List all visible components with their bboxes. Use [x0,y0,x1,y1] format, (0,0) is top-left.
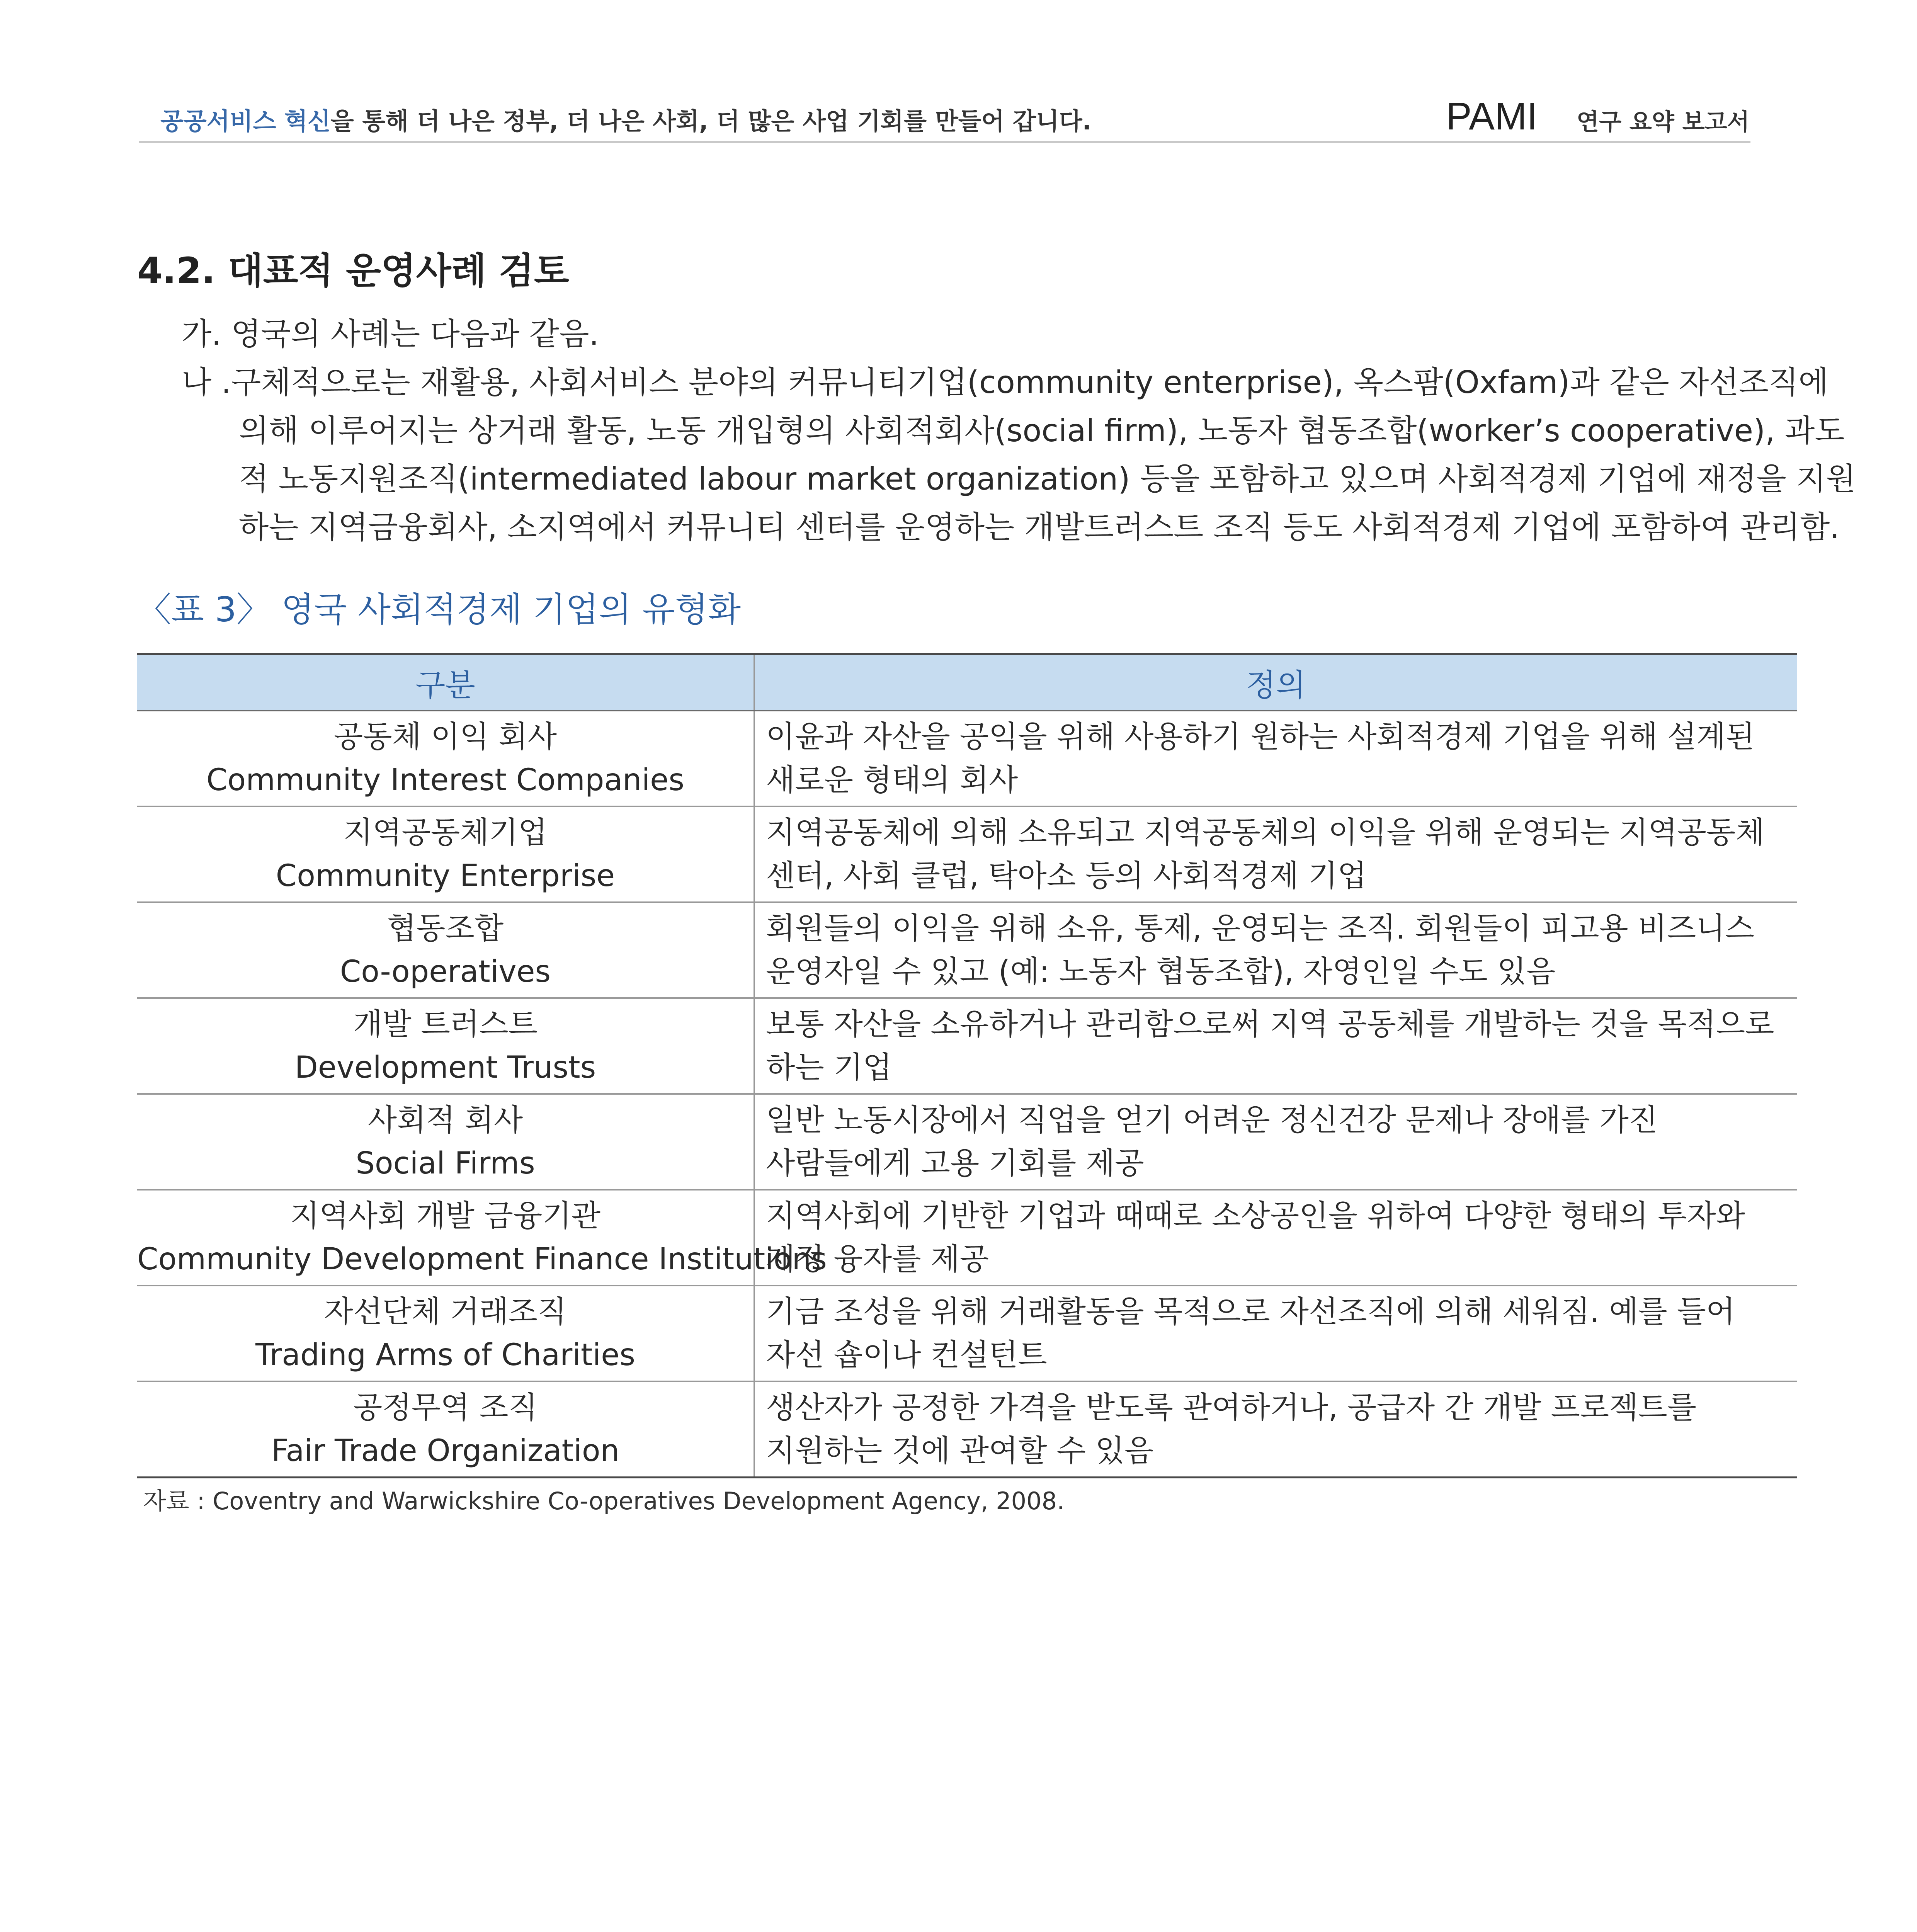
definition-line: 생산자가 공정한 가격을 받도록 관여하거나, 공급자 간 개발 프로젝트를 [766,1390,1697,1425]
category-name-ko: 지역사회 개발 금융기관 [290,1199,601,1233]
category-cell [137,806,754,902]
table-source-note: 자료 : Coventry and Warwickshire Co-operatives Development Agency, 2008. [143,1487,1065,1515]
definition-cell [754,998,1797,1094]
definition-cell [754,711,1797,806]
header-tagline [160,102,1091,136]
definition-line: 이윤과 자산을 공익을 위해 사용하기 원하는 사회적경제 기업을 위해 설계된 [766,719,1755,754]
category-name-ko: 공정무역 조직 [353,1390,538,1425]
table-caption: 〈표 3〉 영국 사회적경제 기업의 유형화 [137,590,741,629]
definition-cell [754,902,1797,998]
definition-line: 새로운 형태의 회사 [766,763,1018,798]
table-header-row [137,654,1797,711]
category-cell [137,998,754,1094]
section-title: 4.2. 대표적 운영사례 검토 [137,250,569,292]
definition-line: 지원하는 것에 관여할 수 있음 [766,1434,1154,1468]
definition-line: 자선 숍이나 컨설턴트 [766,1338,1047,1372]
definition-cell [754,1094,1797,1190]
paragraph-line: 의해 이루어지는 상거래 활동, 노동 개입형의 사회적회사(social firm), 노동자 협동조합(worker’s cooperative), 과도 [239,413,1845,449]
table-row [137,1094,1797,1190]
definition-line: 운영자일 수 있고 (예: 노동자 협동조합), 자영인일 수도 있음 [766,954,1556,989]
definition-cell [754,1286,1797,1381]
column-header-definition: 정의 [754,654,1797,711]
paragraph-line: 적 노동지원조직(intermediated labour market organization) 등을 포함하고 있으며 사회적경제 기업에 재정을 지원 [239,461,1856,497]
definition-line: 지역사회에 기반한 기업과 때때로 소상공인을 위하여 다양한 형태의 투자와 [766,1199,1745,1233]
enterprise-types-table [137,653,1797,1478]
category-name-en: Social Firms [356,1146,535,1181]
definition-cell [754,806,1797,902]
category-name-en: Community Development Finance Institutions [137,1242,827,1277]
table-row [137,711,1797,806]
category-name-ko: 개발 트러스트 [353,1007,538,1042]
definition-line: 보통 자산을 소유하거나 관리함으로써 지역 공동체를 개발하는 것을 목적으로 [766,1007,1774,1042]
definition-line: 기금 조성을 위해 거래활동을 목적으로 자선조직에 의해 세워짐. 예를 들어 [766,1294,1735,1329]
paragraph-line: 나 .구체적으로는 재활용, 사회서비스 분야의 커뮤니티기업(community enterprise), 옥스팜(Oxfam)과 같은 자선조직에 [182,364,1829,400]
category-cell [137,902,754,998]
brand-label: PAMI [1446,95,1538,138]
definition-line: 재정 융자를 제공 [766,1242,989,1277]
definition-line: 센터, 사회 클럽, 탁아소 등의 사회적경제 기업 [766,859,1367,893]
category-cell [137,1190,827,1286]
category-name-en: Community Enterprise [276,859,615,893]
definition-line: 지역공동체에 의해 소유되고 지역공동체의 이익을 위해 운영되는 지역공동체 [766,815,1765,850]
category-name-ko: 사회적 회사 [367,1103,523,1138]
category-name-ko: 협동조합 [387,911,504,946]
category-cell [137,1381,754,1478]
definition-line: 회원들의 이익을 위해 소유, 통제, 운영되는 조직. 회원들이 피고용 비즈니스 [766,911,1754,946]
table-row [137,1381,1797,1478]
paragraph-line: 가. 영국의 사례는 다음과 같음. [182,316,599,352]
page-header [139,93,1750,143]
definition-cell [754,1381,1797,1478]
category-name-en: Development Trusts [294,1050,596,1085]
category-name-ko: 공동체 이익 회사 [333,719,557,754]
table-row [137,1286,1797,1381]
definition-line: 일반 노동시장에서 직업을 얻기 어려운 정신건강 문제나 장애를 가진 [766,1103,1658,1138]
category-name-en: Community Interest Companies [206,763,684,798]
tagline-rest: 을 통해 더 나은 정부, 더 나은 사회, 더 많은 사업 기회를 만들어 갑니다. [330,107,1092,135]
category-name-en: Trading Arms of Charities [255,1338,635,1372]
category-name-ko: 자선단체 거래조직 [324,1294,567,1329]
table-row [137,806,1797,902]
document-type: 연구 요약 보고서 [1577,109,1750,136]
table-row [137,998,1797,1094]
definition-cell [754,1190,1797,1286]
category-name-en: Co-operatives [340,954,551,989]
definition-line: 하는 기업 [766,1050,892,1085]
paragraph-line: 하는 지역금융회사, 소지역에서 커뮤니티 센터를 운영하는 개발트러스트 조직 등도 사회적경제 기업에 포함하여 관리함. [239,509,1840,545]
column-header-category: 구분 [137,654,754,711]
category-cell [137,1094,754,1190]
category-cell [137,1286,754,1381]
category-cell [137,711,754,806]
category-name-en: Fair Trade Organization [271,1434,620,1468]
table-row [137,902,1797,998]
tagline-highlight: 공공서비스 혁신 [160,107,331,135]
table-row [137,1190,1797,1286]
definition-line: 사람들에게 고용 기회를 제공 [766,1146,1144,1181]
category-name-ko: 지역공동체기업 [343,815,548,850]
